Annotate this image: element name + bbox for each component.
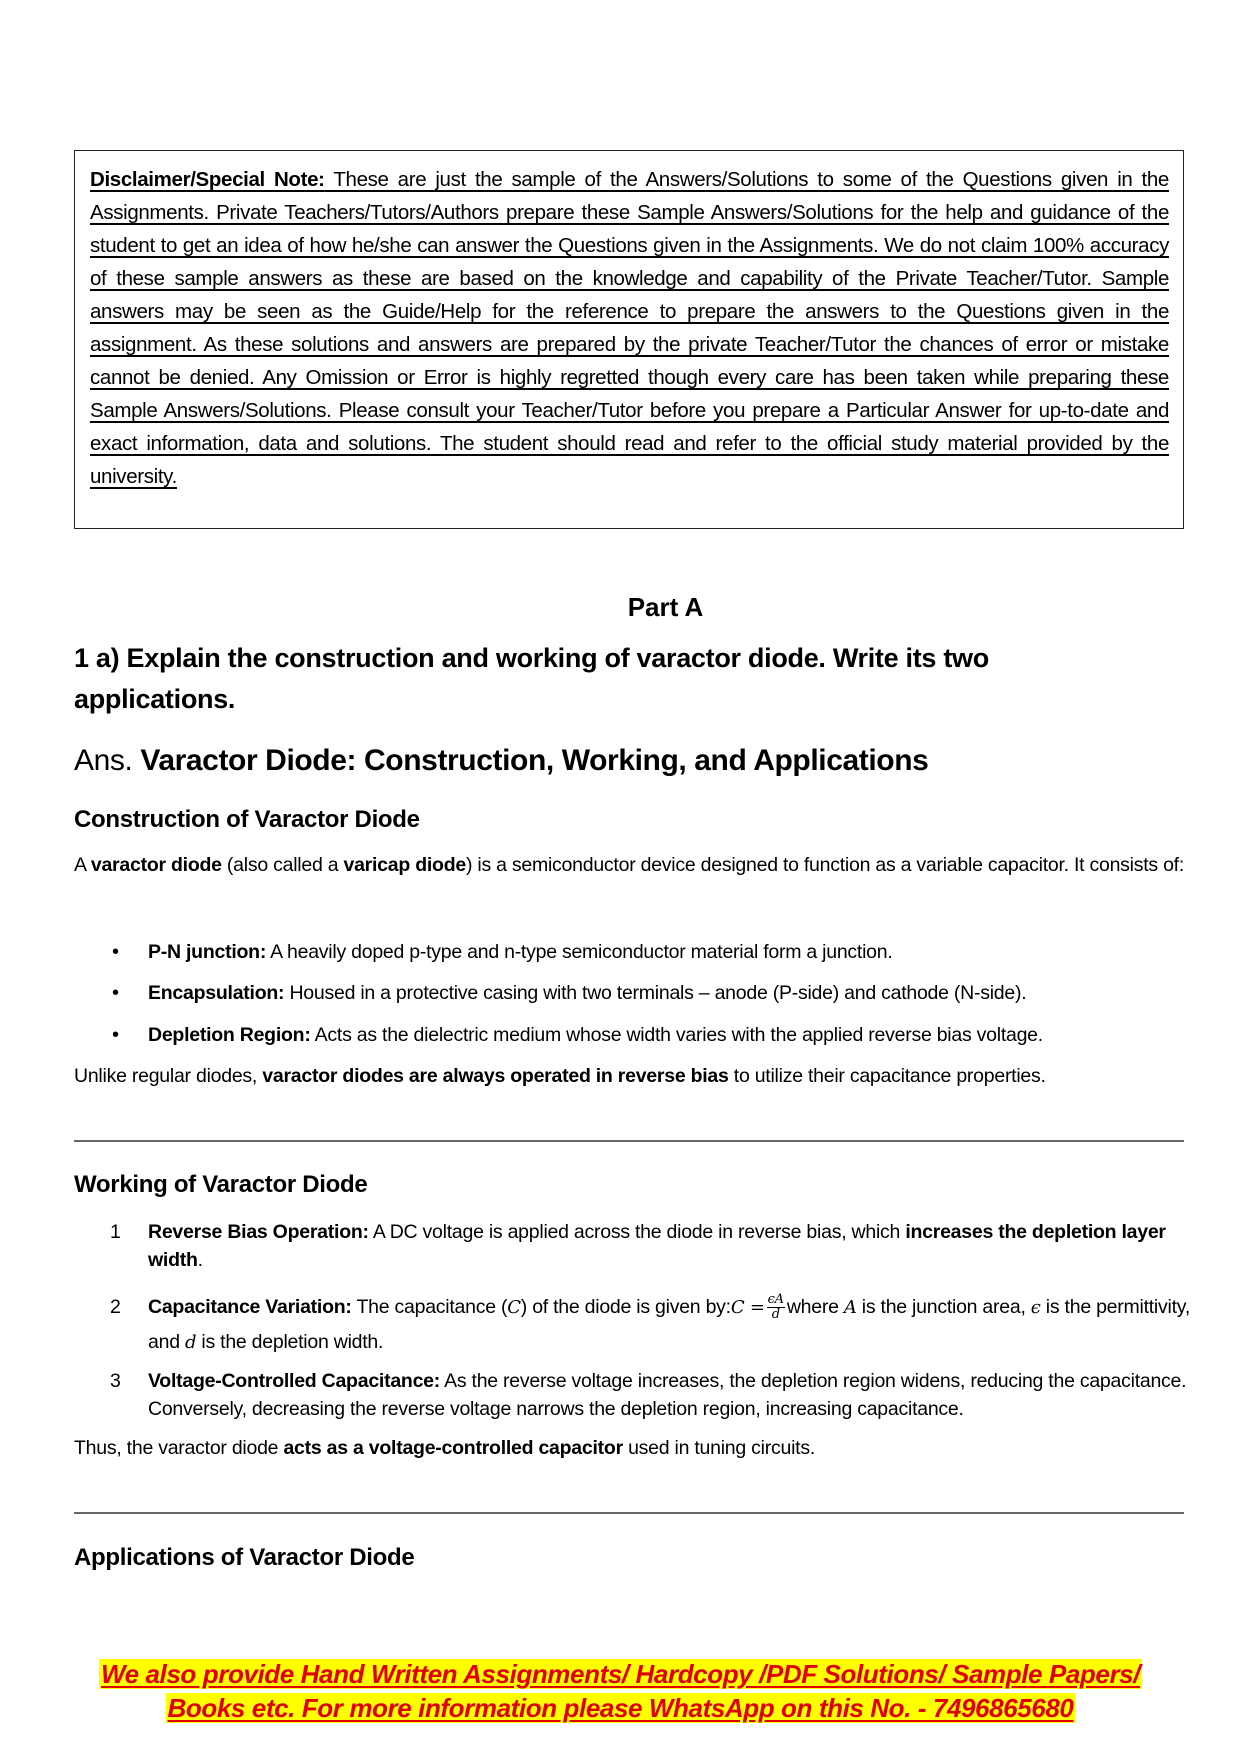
bullet-label: Encapsulation: bbox=[148, 982, 285, 1004]
text: is the junction area, bbox=[856, 1296, 1031, 1318]
item-number: 3 bbox=[110, 1370, 121, 1392]
text: is the permittivity, and bbox=[148, 1296, 1190, 1353]
construction-note bbox=[74, 1062, 1184, 1090]
fraction-denominator: d bbox=[771, 1307, 780, 1323]
bold-text: varactor diode bbox=[90, 854, 222, 876]
part-title: Part A bbox=[627, 592, 704, 622]
numbered-item bbox=[110, 1290, 1190, 1360]
construction-heading: Construction of Varactor Diode bbox=[74, 806, 420, 833]
formula-lhs: C = bbox=[730, 1297, 765, 1318]
bullet-text: A heavily doped p-type and n-type semiconductor material form a junction. bbox=[266, 941, 893, 963]
working-heading: Working of Varactor Diode bbox=[74, 1171, 368, 1198]
bullet-text: Acts as the dielectric medium whose width varies with the applied reverse bias voltage. bbox=[310, 1024, 1043, 1046]
bold-text: varicap diode bbox=[343, 854, 466, 876]
bold-text: increases the depletion layer width bbox=[148, 1221, 1166, 1271]
working-conclusion bbox=[74, 1434, 1184, 1462]
answer-title-text: Varactor Diode: Construction, Working, and Applications bbox=[132, 744, 929, 777]
text: As the reverse voltage increases, the depletion region widens, reducing the capacitance. Conversely, decreasing the reverse voltage narrows the depletion region, increasing capacitance. bbox=[148, 1370, 1187, 1420]
bullet-item bbox=[112, 938, 893, 966]
item-text bbox=[148, 1367, 1190, 1423]
answer-label: Ans. bbox=[74, 744, 133, 777]
text: Thus, the varactor diode bbox=[74, 1437, 284, 1459]
text: The capacitance ( bbox=[351, 1296, 508, 1318]
disclaimer-text bbox=[90, 163, 1169, 493]
answer-title bbox=[74, 744, 928, 778]
text: A DC voltage is applied across the diode in reverse bias, which bbox=[368, 1221, 906, 1243]
footer-line-2: Books etc. For more information please WhatsApp on this No. - 7496865680 bbox=[167, 1693, 1074, 1723]
item-number: 1 bbox=[110, 1221, 121, 1243]
text: ) of the diode is given by: bbox=[520, 1296, 731, 1318]
text: where bbox=[786, 1296, 844, 1318]
item-text bbox=[148, 1290, 1190, 1360]
item-number: 2 bbox=[110, 1296, 121, 1318]
text: used in tuning circuits. bbox=[622, 1437, 816, 1459]
bullet-icon: • bbox=[112, 941, 119, 963]
bold-text: acts as a voltage-controlled capacitor bbox=[283, 1437, 623, 1459]
bullet-text: Housed in a protective casing with two terminals – anode (P-side) and cathode (N-side). bbox=[284, 982, 1027, 1004]
section-divider bbox=[74, 1140, 1184, 1142]
item-label: Voltage-Controlled Capacitance: bbox=[148, 1370, 441, 1392]
bold-text: varactor diodes are always operated in reverse bias bbox=[262, 1065, 729, 1087]
fraction-numerator: ϵA bbox=[767, 1292, 784, 1308]
bullet-icon: • bbox=[112, 1024, 119, 1046]
section-divider bbox=[74, 1512, 1184, 1514]
bullet-icon: • bbox=[112, 982, 119, 1004]
disclaimer-body: These are just the sample of the Answers/Solutions to some of the Questions given in the Assignments. Private Teachers/Tutors/Authors prepare these Sample Answers/Solutions for the help and guidance of the student to get an idea of how he/she can answer the Questions given in the Assignments. We do not claim 100% accuracy of these sample answers as these are based on the knowledge and capability of the Private Teacher/Tutor. Sample answers may be seen as the Guide/Help for the reference to prepare the answers to the Questions given in the assignment. As these solutions and answers are prepared by the private Teacher/Tutor the chances of error or mistake cannot be denied. Any Omission or Error is highly regretted though every care has been taken while preparing these Sample Answers/Solutions. Please consult your Teacher/Tutor before you prepare a Particular Answer for up-to-date and exact information, data and solutions. The student should read and refer to the official study material provided by the university. bbox=[90, 168, 1169, 488]
bullet-label: P-N junction: bbox=[148, 941, 267, 963]
text: ) is a semiconductor device designed to function as a variable capacitor. It consists of: bbox=[465, 854, 1185, 876]
footer-line-1: We also provide Hand Written Assignments/ Hardcopy /PDF Solutions/ Sample Papers/ bbox=[100, 1659, 1141, 1689]
math-var: A bbox=[843, 1297, 857, 1318]
formula-fraction bbox=[767, 1293, 785, 1322]
numbered-item bbox=[110, 1367, 1190, 1423]
question-heading: 1 a) Explain the construction and working of varactor diode. Write its two applications. bbox=[74, 643, 989, 714]
applications-heading: Applications of Varactor Diode bbox=[74, 1544, 415, 1571]
bullet-item bbox=[112, 979, 1026, 1007]
math-var: ϵ bbox=[1030, 1297, 1041, 1318]
footer-promo bbox=[0, 1657, 1241, 1725]
disclaimer-box bbox=[74, 150, 1184, 529]
item-text bbox=[148, 1218, 1190, 1274]
text: . bbox=[197, 1249, 203, 1271]
math-var: d bbox=[184, 1332, 197, 1353]
item-label: Capacitance Variation: bbox=[148, 1296, 352, 1318]
text: Unlike regular diodes, bbox=[74, 1065, 263, 1087]
disclaimer-label: Disclaimer/Special Note: bbox=[90, 168, 325, 191]
item-label: Reverse Bias Operation: bbox=[148, 1221, 369, 1243]
text: is the depletion width. bbox=[196, 1331, 384, 1353]
numbered-item bbox=[110, 1218, 1190, 1274]
text: A bbox=[74, 854, 91, 876]
text: (also called a bbox=[221, 854, 344, 876]
bullet-label: Depletion Region: bbox=[148, 1024, 311, 1046]
text: to utilize their capacitance properties. bbox=[728, 1065, 1046, 1087]
bullet-item bbox=[112, 1021, 1043, 1049]
construction-intro bbox=[74, 851, 1184, 879]
math-var: C bbox=[507, 1297, 521, 1318]
